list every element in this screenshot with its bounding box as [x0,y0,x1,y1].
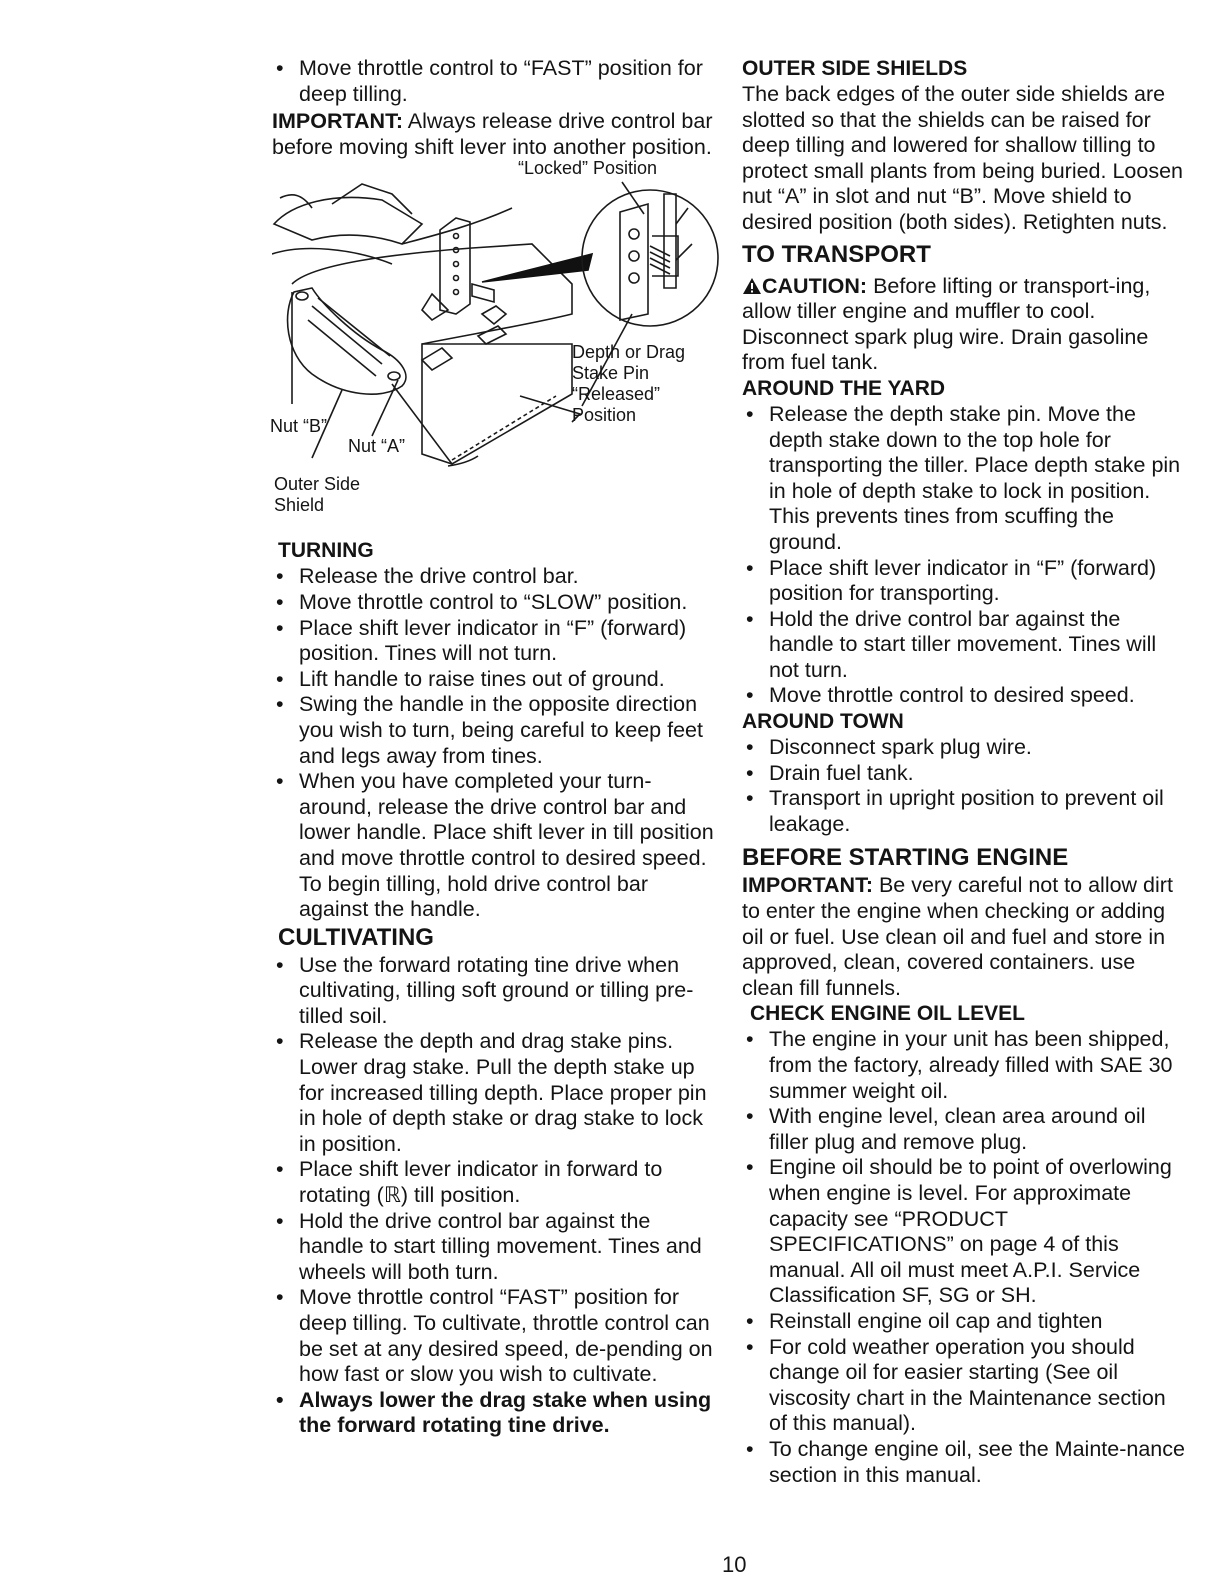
list-item: • Place shift lever indicator in forward to rotating (ℝ) till position. [272,1157,720,1208]
list-item: • Move throttle control to desired speed. [742,683,1188,709]
list-item: • Release the depth stake pin. Move the depth stake down to the top hole for transporting the tiller. Place depth stake pin in hole of depth stake to lock in position. This prevents tines from scuffing the ground. [742,402,1188,556]
list-item: • Swing the handle in the opposite direction you wish to turn, being careful to keep feet and legs away from tines. [272,692,720,769]
around-the-yard-heading: AROUND THE YARD [742,376,946,400]
list-item: • Use the forward rotating tine drive when cultivating, tilling soft ground or tilling pre-tilled soil. [272,953,720,1030]
town-list [742,735,1188,837]
list-item: • Transport in upright position to prevent oil leakage. [742,786,1188,837]
before-starting-engine-heading: BEFORE STARTING ENGINE [742,844,1069,872]
list-item: • Hold the drive control bar against the handle to start tiller movement. Tines will not turn. [742,607,1188,684]
list-item: • With engine level, clean area around oil filler plug and remove plug. [742,1104,1188,1155]
caption-locked-position: “Locked” Position [518,158,658,179]
list-item: • To change engine oil, see the Mainte-nance section in this manual. [742,1437,1188,1488]
list-item: • For cold weather operation you should change oil for easier starting (See oil viscosity chart in the Maintenance section of this manual). [742,1335,1188,1437]
caution-note [742,274,1188,376]
yard-list [742,402,1188,709]
engine-important-note [742,873,1188,1001]
turning-heading: TURNING [278,539,374,563]
list-item: • Move throttle control “FAST” position for deep tilling. To cultivate, throttle control can be set at any desired speed, de-pending on how fast or slow you wish to cultivate. [272,1285,720,1387]
important-label: IMPORTANT: [272,109,403,134]
tiller-depth-stake-figure [270,158,720,536]
to-transport-heading: TO TRANSPORT [742,240,931,268]
nut-b [296,292,308,300]
outer-side-shields-heading: OUTER SIDE SHIELDS [742,57,968,80]
caution-icon [742,274,762,298]
around-town-heading: AROUND TOWN [742,710,904,734]
caption-released-line1: “Released” [572,384,661,405]
list-item: • Reinstall engine oil cap and tighten [742,1309,1188,1335]
list-item: • Place shift lever indicator in “F” (forward) position. Tines will not turn. [272,616,720,667]
outer-side-shields-text: The back edges of the outer side shields are slotted so that the shields can be raised for deep tilling and lowered for shallow tilling to protect small plants from being buried. Loosen nut “A” in slot and nut “B”. Move shield to desired position (both sides). Retighten nuts. [742,82,1183,234]
nut-a-leader [372,380,398,436]
page-number: 10 [722,1552,747,1577]
caption-nut-b: Nut “B” [270,416,328,437]
zoomed-stake [620,204,648,320]
caption-released-line2: Position [572,405,637,426]
cultivating-heading: CULTIVATING [278,923,434,951]
caption-outer-side-line2: Shield [274,495,325,516]
right-column [742,56,1188,1488]
turning-list [272,564,720,922]
oil-list [742,1027,1188,1488]
list-item: • Lift handle to raise tines out of ground. [272,667,720,693]
zoom-pointer [482,254,592,282]
list-item: • Drain fuel tank. [742,761,1188,787]
cultivating-list [272,953,720,1439]
caption-depth-drag-line2: Stake Pin [572,363,650,384]
engine-shape [274,198,422,245]
nut-a [388,372,400,380]
caption-depth-drag-line1: Depth or Drag [572,342,686,363]
caution-label: CAUTION: [762,273,868,298]
list-item: • Hold the drive control bar against the handle to start tilling movement. Tines and wheels will both turn. [272,1209,720,1286]
important-note [272,109,720,160]
list-item: • The engine in your unit has been shipped, from the factory, already filled with SAE 30 summer weight oil. [742,1027,1188,1104]
list-item: • Move throttle control to “SLOW” position. [272,590,720,616]
intro-list [272,56,720,107]
caption-outer-side-line1: Outer Side [274,474,361,495]
locked-leader [622,182,644,214]
list-item: • Engine oil should be to point of overlowing when engine is level. For approximate capacity see “PRODUCT SPECIFICATIONS” on page 4 of this manual. All oil must meet A.P.I. Service Classification SF, SG or SH. [742,1155,1188,1309]
caption-nut-a: Nut “A” [348,436,406,457]
list-item-bold: • Always lower the drag stake when using the forward rotating tine drive. [272,1388,720,1439]
important-text: Always release drive control bar before moving shift lever into another position. [272,109,713,159]
left-column [272,56,720,1439]
engine-important-label: IMPORTANT: [742,873,873,898]
list-item: • When you have completed your turn-around, release the drive control bar and lower handle. Place shift lever in till position and move throttle control to desired speed. To begin tilling, hold drive control bar against the handle. [272,769,720,923]
list-item: • Place shift lever indicator in “F” (forward) position for transporting. [742,556,1188,607]
engine-important-text: Be very careful not to allow dirt to enter the engine when checking or adding oil or fuel. Use clean oil and fuel and store in approved, clean, covered containers. use clean fill funnels. [742,873,1173,1000]
caution-text: Before lifting or transport-ing, allow tiller engine and muffler to cool. Disconnect spark plug wire. Drain gasoline from fuel tank. [742,273,1151,375]
list-item: • Release the depth and drag stake pins. Lower drag stake. Pull the depth stake up for increased tilling depth. Place proper pin in hole of depth stake or drag stake to lock in position. [272,1029,720,1157]
list-item: • Disconnect spark plug wire. [742,735,1188,761]
list-item: • Move throttle control to “FAST” position for deep tilling. [272,56,720,107]
check-engine-oil-heading: CHECK ENGINE OIL LEVEL [750,1002,1025,1026]
list-item: • Release the drive control bar. [272,564,720,590]
